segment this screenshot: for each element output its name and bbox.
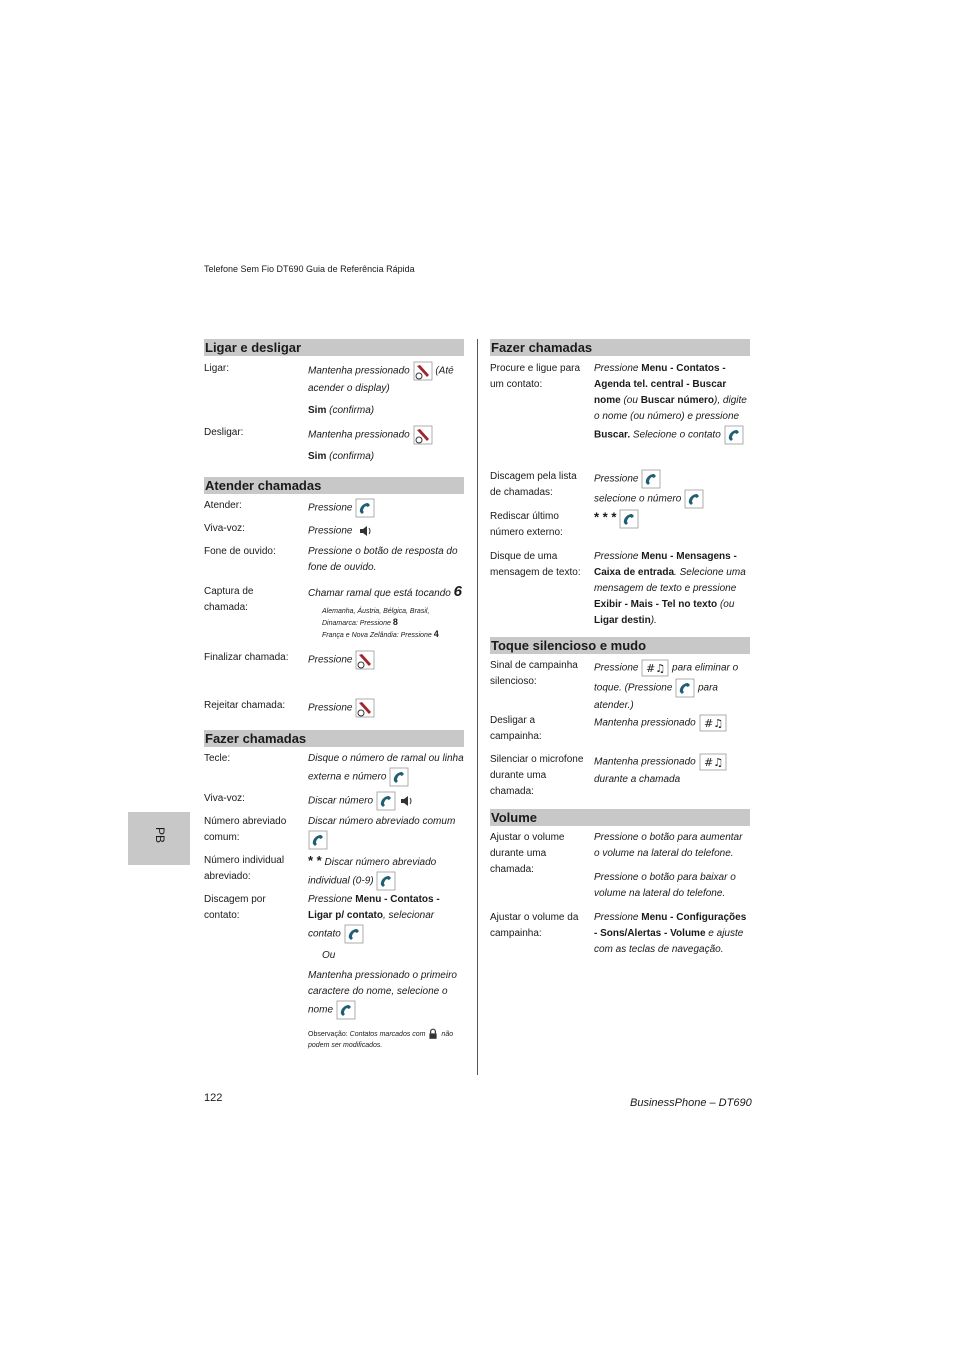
call-icon (619, 509, 639, 529)
row-vivavoz2: Viva-voz: Discar número (204, 791, 464, 814)
call-icon (308, 830, 328, 850)
call-icon (684, 489, 704, 509)
section-heading: Fazer chamadas (490, 339, 750, 356)
hash-music-key-icon (641, 658, 669, 678)
right-column (490, 339, 750, 960)
row-atender: Atender: Pressione (204, 498, 464, 521)
page-header: Telefone Sem Fio DT690 Guia de Referência Rápida (204, 264, 415, 274)
call-icon (724, 425, 744, 445)
language-tab: PB (128, 812, 190, 865)
end-call-icon (355, 698, 375, 718)
row-vivavoz: Viva-voz: Pressione (204, 521, 464, 544)
row-captura: Captura de chamada: Chamar ramal que está tocando 6 Alemanha, Áustria, Bélgica, Brasil, Dinamarca: Pressione 8 França e Nova Zelândia: Pressione 4 (204, 583, 462, 639)
row-rediscar: Rediscar último número externo: * * * (490, 509, 750, 549)
row-campainha: Ajustar o volume da campainha: Pressione Menu - Configurações - Sons/Alertas - Volume e ajuste com as teclas de navegação. (490, 912, 747, 955)
product-name: BusinessPhone – DT690 (630, 1097, 752, 1109)
call-icon (675, 678, 695, 698)
hash-music-key-icon (699, 713, 727, 733)
row-desligar: Desligar: Mantenha pressionado Sim (confirma) (204, 425, 464, 465)
row-sinal: Sinal de campainha silencioso: Pressione para eliminar o toque. (Pressione para atender.) (490, 660, 739, 711)
column-divider (477, 339, 478, 1075)
hash-music-key-icon (699, 752, 727, 772)
row-desligar-campainha: Desligar a campainha: Mantenha pressionado (490, 713, 750, 752)
row-rejeitar: Rejeitar chamada: Pressione (204, 698, 464, 724)
call-icon (641, 469, 661, 489)
row-mensagem: Disque de uma mensagem de texto: Pressione Menu - Mensagens - Caixa de entrada. Selecione uma mensagem de texto e pressione Exibir - Mais - Tel no texto (ou Ligar destin). (490, 551, 746, 626)
row-abreviado: Número abreviado comum: Discar número abreviado comum (204, 814, 464, 853)
section-heading: Volume (490, 809, 750, 826)
row-silenciar: Silenciar o microfone durante uma chamada: Mantenha pressionado durante a chamada (490, 752, 750, 809)
speaker-icon (355, 521, 375, 541)
left-column (204, 339, 464, 1052)
end-call-icon (413, 425, 433, 445)
page-number: 122 (204, 1092, 223, 1104)
end-call-icon (413, 361, 433, 381)
row-procure: Procure e ligue para um contato: Pressione Menu - Contatos - Agenda tel. central - Buscar nome (ou Buscar número), digite o nome (ou número) e pressione Buscar. Selecione o contato (490, 361, 750, 469)
row-tecle: Tecle: Disque o número de ramal ou linha externa e número (204, 751, 464, 791)
row-ajustar: Ajustar o volume durante uma chamada: Pressione o botão para aumentar o volume na lateral do telefone. Pressione o botão para baixar o volume na lateral do telefone. (490, 832, 743, 899)
section-heading: Fazer chamadas (204, 730, 464, 747)
end-call-icon (355, 650, 375, 670)
section-heading: Toque silencioso e mudo (490, 637, 750, 654)
call-icon (344, 924, 364, 944)
row-fone: Fone de ouvido: Pressione o botão de resposta do fone de ouvido. (204, 546, 458, 573)
lock-icon (427, 1028, 439, 1040)
section-heading: Ligar e desligar (204, 339, 464, 356)
call-icon (355, 498, 375, 518)
row-ligar: Ligar: Mantenha pressionado (Até acender o display) Sim (confirma) (204, 363, 454, 416)
row-lista: Discagem pela lista de chamadas: Pressione selecione o número (490, 469, 750, 509)
row-contato: Discagem por contato: Pressione Menu - Contatos - Ligar p/ contato, selecionar contato Ou Mantenha pressionado o primeiro caractere do nome, selecione o nome Observação: Contatos marcados com não podem ser modificados. (204, 894, 457, 1049)
call-icon (336, 1000, 356, 1020)
call-icon (376, 791, 396, 811)
call-icon (376, 871, 396, 891)
row-individual: Número individual abreviado: * * Discar número abreviado individual (0-9) (204, 853, 464, 892)
section-heading: Atender chamadas (204, 477, 464, 494)
row-finalizar: Finalizar chamada: Pressione (204, 650, 464, 698)
call-icon (389, 767, 409, 787)
speaker-icon (396, 791, 416, 811)
